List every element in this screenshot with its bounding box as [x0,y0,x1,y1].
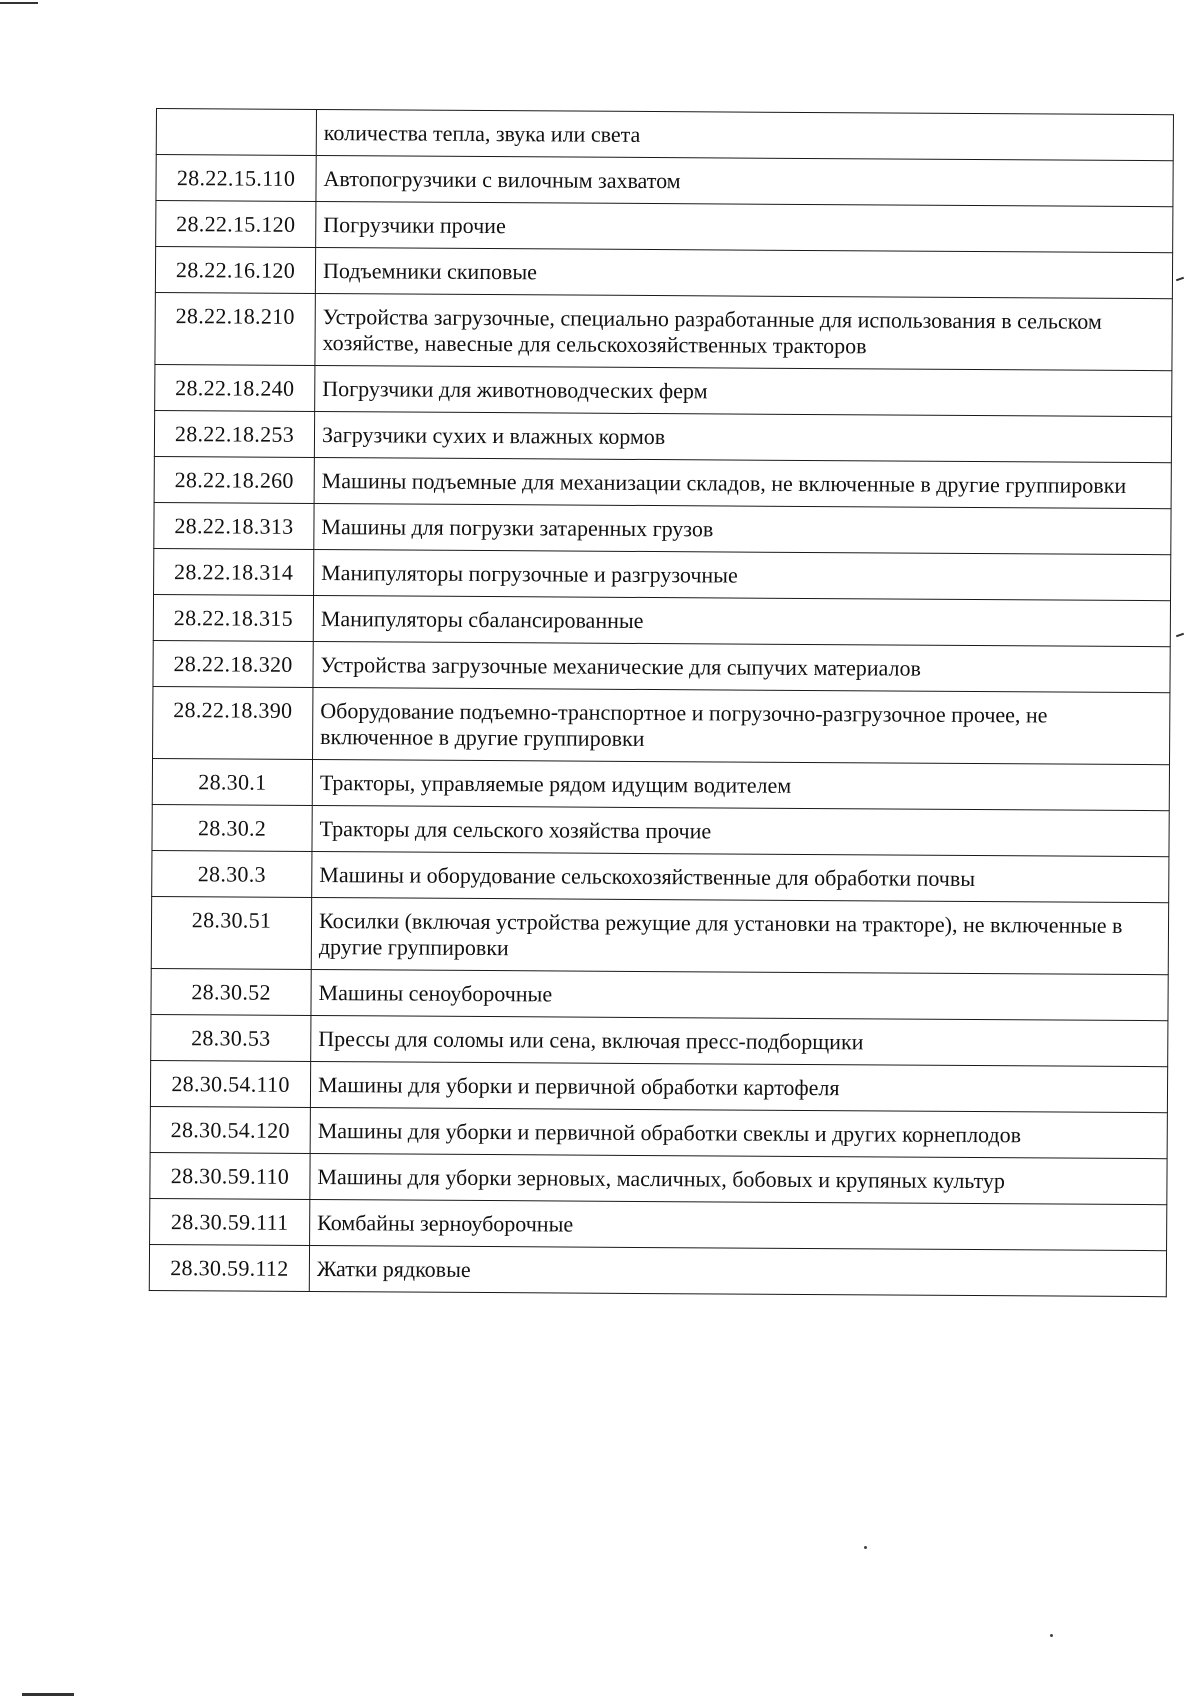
code-cell: 28.22.18.390 [153,686,313,759]
name-cell: количества тепла, звука или света [316,109,1173,160]
table-row [156,155,1173,207]
classification-table-body [149,109,1173,1297]
scan-tick-mark [1176,277,1184,282]
code-cell: 28.30.59.111 [150,1198,310,1245]
table-row [150,1198,1167,1250]
code-cell: 28.22.18.240 [155,364,315,411]
name-cell: Погрузчики прочие [316,201,1173,252]
code-cell [156,109,316,156]
table-row [152,804,1169,856]
table-row [151,968,1168,1020]
name-cell: Подъемники скиповые [315,247,1172,298]
name-cell: Комбайны зерноуборочные [310,1199,1167,1250]
code-cell: 28.30.59.110 [150,1152,310,1199]
table-row [155,364,1172,416]
code-cell: 28.30.54.110 [150,1060,310,1107]
scan-speck [1050,1634,1053,1637]
name-cell: Прессы для соломы или сена, включая пресс-подборщики [311,1015,1168,1066]
code-cell: 28.30.3 [152,850,312,897]
table-row [155,247,1172,299]
table-row [151,1014,1168,1066]
name-cell: Погрузчики для животноводческих ферм [315,365,1172,416]
code-cell: 28.22.18.260 [154,456,314,503]
code-cell: 28.30.2 [152,804,312,851]
table-row [150,1152,1167,1204]
code-cell: 28.30.54.120 [150,1106,310,1153]
table-row [154,410,1171,462]
name-cell: Машины сеноуборочные [311,969,1168,1020]
table-row [150,1060,1167,1112]
name-cell: Манипуляторы сбалансированные [313,595,1170,646]
code-cell: 28.22.18.253 [154,410,314,457]
code-cell: 28.22.15.120 [156,201,316,248]
name-cell: Машины подъемные для механизации складов, не включенные в другие группировки [314,457,1171,508]
table-row [150,1106,1167,1158]
table-row [155,292,1172,370]
table-row [156,109,1173,161]
name-cell: Косилки (включая устройства режущие для установки на тракторе), не включенные в другие группировки [311,897,1168,974]
name-cell: Тракторы для сельского хозяйства прочие [312,805,1169,856]
name-cell: Автопогрузчики с вилочным захватом [316,155,1173,206]
code-cell: 28.22.15.110 [156,155,316,202]
code-cell: 28.22.18.210 [155,292,315,365]
code-cell: 28.22.18.320 [153,640,313,687]
code-cell: 28.22.18.313 [154,502,314,549]
name-cell: Манипуляторы погрузочные и разгрузочные [314,549,1171,600]
name-cell: Оборудование подъемно-транспортное и погрузочно-разгрузочное прочее, не включенное в другие группировки [313,687,1170,764]
table-row [153,640,1170,692]
code-cell: 28.22.18.314 [154,548,314,595]
table-row [152,758,1169,810]
scan-edge-mark-bottom [22,1693,74,1696]
table-row [153,686,1170,764]
code-cell: 28.30.53 [151,1014,311,1061]
name-cell: Жатки рядковые [309,1245,1166,1296]
code-cell: 28.30.1 [152,758,312,805]
table-row [154,502,1171,554]
name-cell: Машины и оборудование сельскохозяйственные для обработки почвы [312,851,1169,902]
name-cell: Устройства загрузочные, специально разработанные для использования в сельском хозяйстве, навесные для сельскохозяйственных тракторов [315,293,1172,370]
table-row [154,548,1171,600]
table-row [156,201,1173,253]
table-row [152,850,1169,902]
code-cell: 28.30.59.112 [149,1244,309,1291]
name-cell: Машины для уборки и первичной обработки картофеля [310,1061,1167,1112]
name-cell: Машины для погрузки затаренных грузов [314,503,1171,554]
code-cell: 28.30.52 [151,968,311,1015]
classification-table [149,108,1174,1297]
table-row [149,1244,1166,1296]
code-cell: 28.30.51 [151,896,311,969]
scan-speck [864,1546,867,1549]
code-cell: 28.22.18.315 [153,594,313,641]
name-cell: Устройства загрузочные механические для сыпучих материалов [313,641,1170,692]
scan-tick-mark [1176,633,1184,638]
name-cell: Тракторы, управляемые рядом идущим водителем [312,759,1169,810]
table-row [154,456,1171,508]
table-row [153,594,1170,646]
table-row [151,896,1168,974]
name-cell: Машины для уборки зерновых, масличных, бобовых и крупяных культур [310,1153,1167,1204]
code-cell: 28.22.16.120 [155,247,315,294]
name-cell: Загрузчики сухих и влажных кормов [314,411,1171,462]
scan-edge-mark-top [0,2,38,4]
name-cell: Машины для уборки и первичной обработки свеклы и других корнеплодов [310,1107,1167,1158]
